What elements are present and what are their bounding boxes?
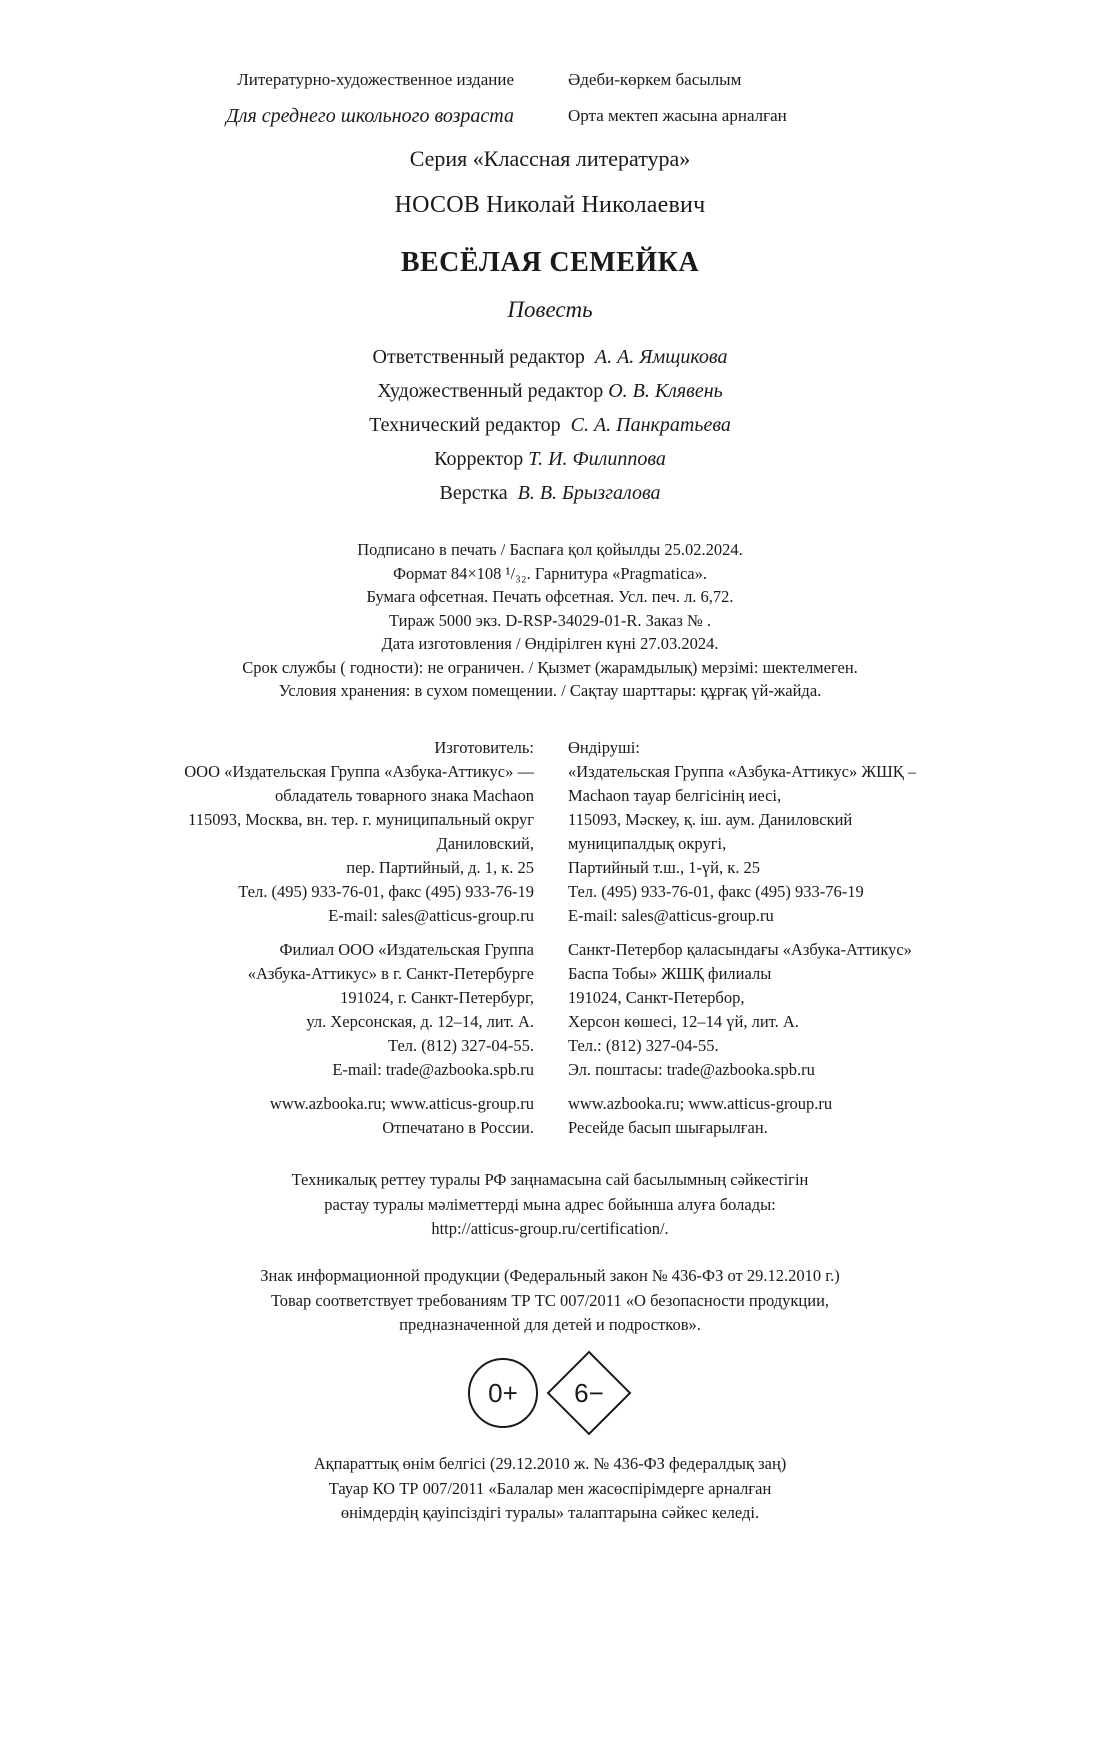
branch-kz (534, 938, 1100, 1082)
book-genre: Повесть (507, 297, 593, 322)
web-block (0, 1092, 1100, 1140)
web-kz (534, 1092, 1100, 1140)
website-links: www.azbooka.ru; www.atticus-group.ru (568, 1094, 833, 1113)
address-line: 115093, Москва, вн. тер. г. муниципальный округ (188, 810, 534, 829)
edition-type-ru: Литературно-художественное издание (237, 70, 514, 89)
law-line: Товар соответствует требованиям ТР ТС 007/2011 «О безопасности продукции, (270, 1290, 830, 1310)
credit-name: Т. И. Филиппова (528, 448, 666, 470)
manufacturer-block (0, 736, 1100, 928)
address-line: 115093, Мәскеу, қ. іш. аум. Даниловский (568, 810, 853, 829)
shelf-life: Срок службы ( годности): не ограничен. / Қызмет (жарамдылық) мерзімі: шектелмеген. (242, 657, 858, 677)
age-group-ru: Для среднего школьного возраста (226, 104, 514, 127)
phone-line: Тел. (495) 933-76-01, факс (495) 933-76-19 (568, 882, 864, 901)
trademark-owner: Machaon тауар белгісінің иесі, (568, 786, 782, 805)
address-line: 191024, г. Санкт-Петербург, (340, 988, 534, 1007)
law-line: Знак информационной продукции (Федеральный закон № 436-ФЗ от 29.12.2010 г.) (260, 1266, 840, 1285)
age-rating-diamond-icon (546, 1350, 632, 1436)
email-line: E-mail: trade@azbooka.spb.ru (332, 1060, 534, 1079)
address-line: 191024, Санкт-Петербор, (568, 988, 745, 1007)
storage-conditions: Условия хранения: в сухом помещении. / Сақтау шарттары: құрғақ үй-жайда. (278, 681, 822, 700)
credit-line (0, 476, 1100, 510)
address-line: Даниловский, (436, 834, 534, 853)
law-line: Тауар КО ТР 007/2011 «Балалар мен жасөспірімдерге арналған (328, 1478, 772, 1498)
credit-line (0, 408, 1100, 442)
branch-name: «Азбука-Аттикус» в г. Санкт-Петербурге (247, 964, 534, 983)
credit-name: С. А. Панкратьева (570, 414, 731, 436)
credit-line (0, 340, 1100, 374)
publisher-columns (0, 736, 1100, 1140)
age-rating-badges (468, 1350, 638, 1440)
email-line: Эл. поштасы: trade@azbooka.spb.ru (568, 1060, 815, 1079)
phone-line: Тел. (495) 933-76-01, факс (495) 933-76-19 (238, 882, 534, 901)
paper-info: Бумага офсетная. Печать офсетная. Усл. печ. л. 6,72. (366, 587, 734, 606)
certification-line: Техникалық реттеу туралы РФ заңнамасына сай басылымның сәйкестігін (291, 1170, 809, 1189)
email-line: E-mail: sales@atticus-group.ru (328, 906, 534, 925)
series-title: Серия «Классная литература» (409, 146, 691, 171)
email-line: E-mail: sales@atticus-group.ru (568, 906, 774, 925)
address-line: ул. Херсонская, д. 12–14, лит. А. (306, 1012, 534, 1031)
branch-name: Филиал ООО «Издательская Группа (279, 940, 534, 959)
credit-role: Ответственный редактор (372, 346, 585, 368)
certification-url: http://atticus-group.ru/certification/. (431, 1219, 669, 1238)
law-notice-ru (0, 1264, 1100, 1338)
credit-role: Художественный редактор (377, 380, 604, 402)
credit-name: А. А. Ямщикова (594, 346, 728, 368)
manufacturer-kz (534, 736, 1100, 928)
age-rating-diamond-label: 6− (574, 1377, 604, 1408)
address-line: пер. Партийный, д. 1, к. 25 (346, 858, 534, 877)
credit-role: Технический редактор (369, 414, 561, 436)
book-title: ВЕСЁЛАЯ СЕМЕЙКА (400, 247, 700, 278)
credit-line (0, 442, 1100, 476)
law-line: предназначенной для детей и подростков». (399, 1315, 701, 1334)
printed-in: Отпечатано в России. (382, 1118, 534, 1137)
publishing-info (0, 538, 1100, 703)
address-line: муниципалдық округі, (568, 834, 727, 853)
company-name: ООО «Издательская Группа «Азбука-Аттикус» — (184, 762, 534, 781)
law-notice-kz (0, 1452, 1100, 1526)
credit-name: О. В. Клявень (608, 380, 723, 402)
certification-line: растау туралы мәліметтерді мына адрес бойынша алуға болады: (324, 1194, 776, 1214)
phone-line: Тел. (812) 327-04-55. (388, 1036, 534, 1055)
print-run: Тираж 5000 экз. D-RSP-34029-01-R. Заказ № . (389, 610, 711, 630)
branch-name: Санкт-Петербор қаласындағы «Азбука-Аттикус» (568, 940, 912, 959)
law-line: өнімдердің қауіпсіздігі туралы» талаптарына сәйкес келеді. (340, 1503, 760, 1522)
manufacture-date: Дата изготовления / Өндірілген күні 27.03.2024. (381, 634, 719, 653)
web-ru (0, 1092, 534, 1140)
author-name: НОСОВ Николай Николаевич (394, 192, 706, 218)
edition-header (0, 62, 1100, 134)
manufacturer-label: Өндіруші: (568, 738, 640, 757)
trademark-owner: обладатель товарного знака Machaon (275, 786, 534, 805)
law-line: Ақпараттық өнім белгісі (29.12.2010 ж. № 436-ФЗ федералдық заң) (313, 1454, 787, 1473)
address-line: Партийный т.ш., 1-үй, к. 25 (568, 858, 761, 877)
certification-info (0, 1168, 1100, 1242)
address-line: Херсон көшесі, 12–14 үй, лит. А. (568, 1012, 799, 1031)
website-links: www.azbooka.ru; www.atticus-group.ru (269, 1094, 534, 1113)
branch-ru (0, 938, 534, 1082)
age-group-kz: Орта мектеп жасына арналған (568, 106, 787, 125)
format-info: Формат 84×108 ¹/₃₂. Гарнитура «Pragmatica». (393, 563, 707, 583)
phone-line: Тел.: (812) 327-04-55. (568, 1036, 719, 1055)
printed-in: Ресейде басып шығарылған. (568, 1118, 768, 1137)
branch-name: Баспа Тобы» ЖШҚ филиалы (568, 964, 772, 983)
company-name: «Издательская Группа «Азбука-Аттикус» ЖШҚ – (568, 762, 917, 781)
credits-list (0, 340, 1100, 510)
manufacturer-label: Изготовитель: (434, 738, 534, 757)
credit-line (0, 374, 1100, 408)
branch-block (0, 938, 1100, 1082)
credit-role: Корректор (434, 448, 524, 470)
age-rating-circle-icon: 0+ (468, 1358, 538, 1428)
credit-name: В. В. Брызгалова (517, 482, 661, 504)
manufacturer-ru (0, 736, 534, 928)
credit-role: Верстка (439, 482, 508, 504)
edition-type-kz: Әдеби-көркем басылым (568, 70, 742, 89)
print-signed: Подписано в печать / Баспаға қол қойылды 25.02.2024. (357, 540, 743, 559)
